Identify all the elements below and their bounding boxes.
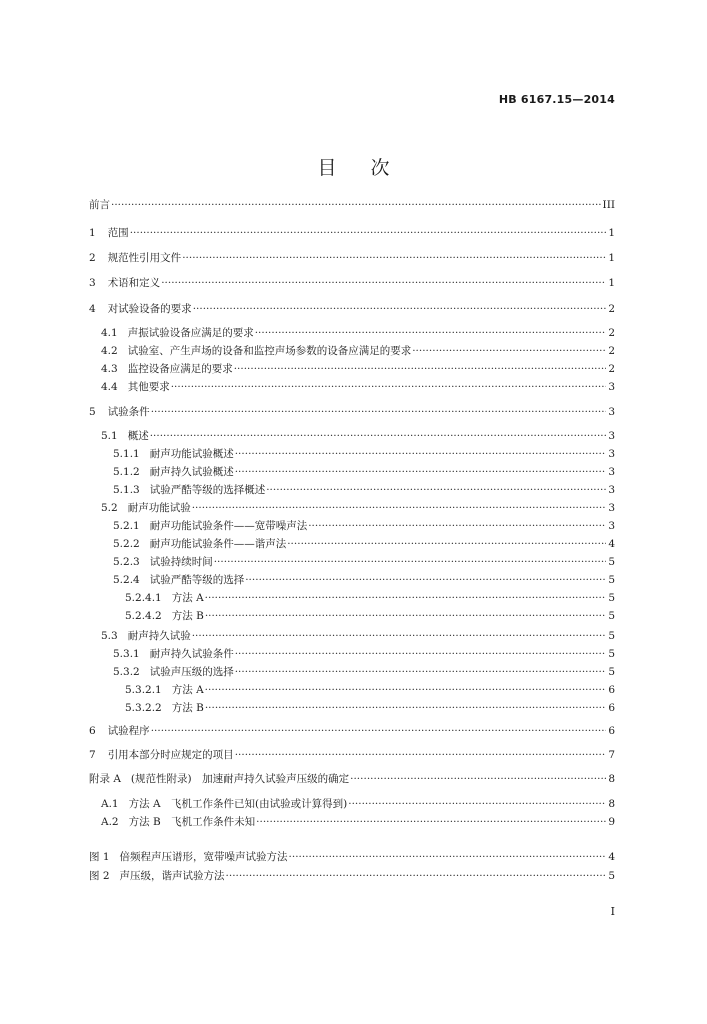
toc-dot-leader [151,405,607,420]
toc-entry-label: 试验条件 [107,406,150,418]
toc-dot-leader [255,326,607,341]
toc-dot-leader [234,362,607,377]
toc-entry[interactable] [101,380,615,395]
toc-dot-leader [161,276,606,291]
toc-entry-number: 附录 A [89,773,121,785]
toc-entry-number: 5.2.1 [113,520,140,532]
toc-entry-number: 3 [89,277,96,289]
toc-dot-leader [151,724,607,739]
toc-dot-leader [235,665,607,680]
toc-entry-number: 4.3 [101,363,118,375]
toc-dot-leader [308,519,606,534]
toc-entry-label: 倍频程声压谱形，宽带噪声试验方法 [119,851,288,863]
toc-entry-label: 耐声持久试验概述 [149,466,234,478]
toc-entry-page: 5 [608,610,615,622]
toc-entry[interactable] [89,302,615,317]
toc-entry-page: 6 [608,725,615,737]
toc-dot-leader [226,869,607,884]
toc-dot-leader [289,850,607,865]
toc-dot-leader [350,772,606,787]
toc-entry-page: 2 [608,303,615,315]
toc-entry[interactable] [125,683,615,698]
toc-dot-leader [205,701,607,716]
toc-dot-leader [182,251,606,266]
toc-entry[interactable] [125,609,615,624]
toc-entry-page: 3 [608,406,615,418]
toc-dot-leader [205,683,607,698]
toc-entry-number: 5.3.2.1 [125,684,162,696]
toc-entry-page: 5 [608,630,615,642]
toc-dot-leader [193,302,607,317]
toc-entry-page: 1 [608,227,615,239]
toc-entry-page: III [602,199,615,211]
toc-entry-number: 1 [89,227,96,239]
toc-entry[interactable] [113,647,615,662]
toc-entry-page: 8 [608,773,615,785]
toc-entry-label: 试验持续时间 [149,556,213,568]
toc-entry-number: 4 [89,303,96,315]
toc-entry[interactable] [101,629,615,644]
toc-entry-label: 方法 B [171,610,204,622]
toc-entry-number: 5.2 [101,502,118,514]
toc-entry[interactable] [113,465,615,480]
toc-entry-label: 方法 A 飞机工作条件已知(由试验或计算得到) [128,798,348,810]
toc-entry-page: 1 [608,277,615,289]
toc-entry[interactable] [125,701,615,716]
toc-entry-number: 5.1.1 [113,448,140,460]
toc-entry[interactable] [113,665,615,680]
toc-entry[interactable] [113,573,615,588]
toc-entry-label: (规范性附录) 加速耐声持久试验声压级的确定 [130,773,350,785]
toc-entry[interactable] [89,405,615,420]
toc-entry-number: 6 [89,725,96,737]
toc-dot-leader [287,537,606,552]
toc-entry-page: 5 [608,666,615,678]
toc-entry[interactable] [89,226,615,241]
toc-entry[interactable] [113,447,615,462]
toc-entry-number: 5.1.3 [113,484,140,496]
toc-entry[interactable] [89,198,615,213]
toc-entry-number: A.2 [101,816,119,828]
toc-dot-leader [111,198,601,213]
toc-entry-label: 规范性引用文件 [107,252,182,264]
toc-entry-label: 耐声持久试验条件 [149,648,234,660]
toc-entry-page: 3 [608,484,615,496]
toc-entry[interactable] [113,555,615,570]
toc-entry-number: 2 [89,252,96,264]
toc-dot-leader [171,380,607,395]
toc-dot-leader [235,647,607,662]
toc-entry-page: 5 [608,592,615,604]
toc-entry-number: 5.1 [101,430,118,442]
toc-entry-label: 概述 [127,430,149,442]
page-title: 目次 [317,157,424,179]
toc-entry-page: 3 [608,520,615,532]
toc-entry-number: 5.3.2.2 [125,702,162,714]
toc-entry-number: 7 [89,749,96,761]
toc-entry-label: 方法 A [171,592,204,604]
toc-entry-label: 对试验设备的要求 [107,303,192,315]
toc-dot-leader [205,591,607,606]
toc-dot-leader [235,465,607,480]
toc-entry-page: 7 [608,749,615,761]
toc-entry-page: 1 [608,252,615,264]
toc-dot-leader [130,226,607,241]
toc-dot-leader [192,501,607,516]
toc-entry[interactable] [101,815,615,830]
toc-entry-label: 试验声压级的选择 [149,666,234,678]
toc-entry-page: 4 [608,851,615,863]
toc-entry-number: 图 2 [89,870,110,882]
toc-entry-page: 3 [608,430,615,442]
toc-dot-leader [205,609,607,624]
toc-dot-leader [235,447,607,462]
toc-entry-page: 5 [608,574,615,586]
toc-entry-number: A.1 [101,798,119,810]
toc-entry-page: 9 [608,816,615,828]
toc-entry-label: 试验严酷等级的选择 [149,574,245,586]
toc-entry-number: 5.2.4.2 [125,610,162,622]
toc-entry-label: 耐声功能试验概述 [149,448,234,460]
toc-entry-label: 试验程序 [107,725,150,737]
toc-dot-leader [214,555,607,570]
toc-entry-page: 2 [608,327,615,339]
toc-dot-leader [150,429,607,444]
toc-entry[interactable] [113,537,615,552]
toc-dot-leader [235,748,607,763]
toc-entry-label: 方法 B 飞机工作条件未知 [128,816,256,828]
toc-entry[interactable] [101,797,615,812]
toc-entry-number: 图 1 [89,851,110,863]
page-number: I [610,905,615,918]
toc-entry-label: 试验室、产生声场的设备和监控声场参数的设备应满足的要求 [127,345,412,357]
toc-entry[interactable] [89,724,615,739]
toc-entry-number: 5.3.1 [113,648,140,660]
toc-entry-number: 4.1 [101,327,118,339]
toc-entry-page: 3 [608,381,615,393]
toc-dot-leader [266,483,606,498]
toc-entry-page: 2 [608,345,615,357]
toc-dot-leader [348,797,606,812]
toc-entry-label: 方法 A [171,684,204,696]
toc-dot-leader [412,344,606,359]
standard-code: HB 6167.15—2014 [498,93,615,106]
toc-entry[interactable] [89,748,615,763]
toc-entry-page: 5 [608,556,615,568]
toc-entry[interactable] [113,483,615,498]
toc-entry-label: 声振试验设备应满足的要求 [127,327,254,339]
toc-entry-label: 试验严酷等级的选择概述 [149,484,266,496]
toc-dot-leader [192,629,607,644]
toc-entry-label: 耐声功能试验 [127,502,191,514]
toc-entry-page: 4 [608,538,615,550]
toc-dot-leader [256,815,606,830]
toc-entry[interactable] [125,591,615,606]
toc-entry-label: 耐声功能试验条件——谐声法 [149,538,287,550]
toc-entry[interactable] [101,326,615,341]
toc-entry-number: 4.4 [101,381,118,393]
toc-entry[interactable] [101,362,615,377]
toc-entry-label: 术语和定义 [107,277,161,289]
toc-entry-number: 5.2.2 [113,538,140,550]
toc-entry-page: 5 [608,870,615,882]
toc-entry-page: 8 [608,798,615,810]
toc-entry-page: 3 [608,466,615,478]
toc-entry-number: 4.2 [101,345,118,357]
toc-entry-page: 5 [608,648,615,660]
toc-entry-number: 5.2.4.1 [125,592,162,604]
toc-entry-number: 5 [89,406,96,418]
toc-entry-page: 2 [608,363,615,375]
toc-entry[interactable] [89,869,615,884]
toc-entry-label: 前言 [89,199,110,211]
toc-entry-page: 3 [608,448,615,460]
toc-entry-number: 5.3 [101,630,118,642]
toc-entry[interactable] [101,501,615,516]
toc-entry-label: 耐声持久试验 [127,630,191,642]
toc-entry[interactable] [89,251,615,266]
toc-entry-page: 3 [608,502,615,514]
toc-entry-label: 声压级，谐声试验方法 [119,870,225,882]
toc-entry-label: 耐声功能试验条件——宽带噪声法 [149,520,308,532]
toc-entry-number: 5.3.2 [113,666,140,678]
toc-entry-number: 5.2.3 [113,556,140,568]
toc-entry[interactable] [89,276,615,291]
toc-entry[interactable] [89,772,615,787]
toc-entry[interactable] [101,429,615,444]
toc-dot-leader [245,573,606,588]
toc-entry-label: 监控设备应满足的要求 [127,363,233,375]
toc-entry[interactable] [89,850,615,865]
toc-entry-label: 范围 [107,227,129,239]
toc-entry-number: 5.1.2 [113,466,140,478]
toc-entry-page: 6 [608,702,615,714]
toc-entry-label: 引用本部分时应规定的项目 [107,749,234,761]
toc-entry[interactable] [101,344,615,359]
toc-entry-number: 5.2.4 [113,574,140,586]
toc-entry-page: 6 [608,684,615,696]
toc-entry[interactable] [113,519,615,534]
toc-entry-label: 其他要求 [127,381,170,393]
toc-entry-label: 方法 B [171,702,204,714]
